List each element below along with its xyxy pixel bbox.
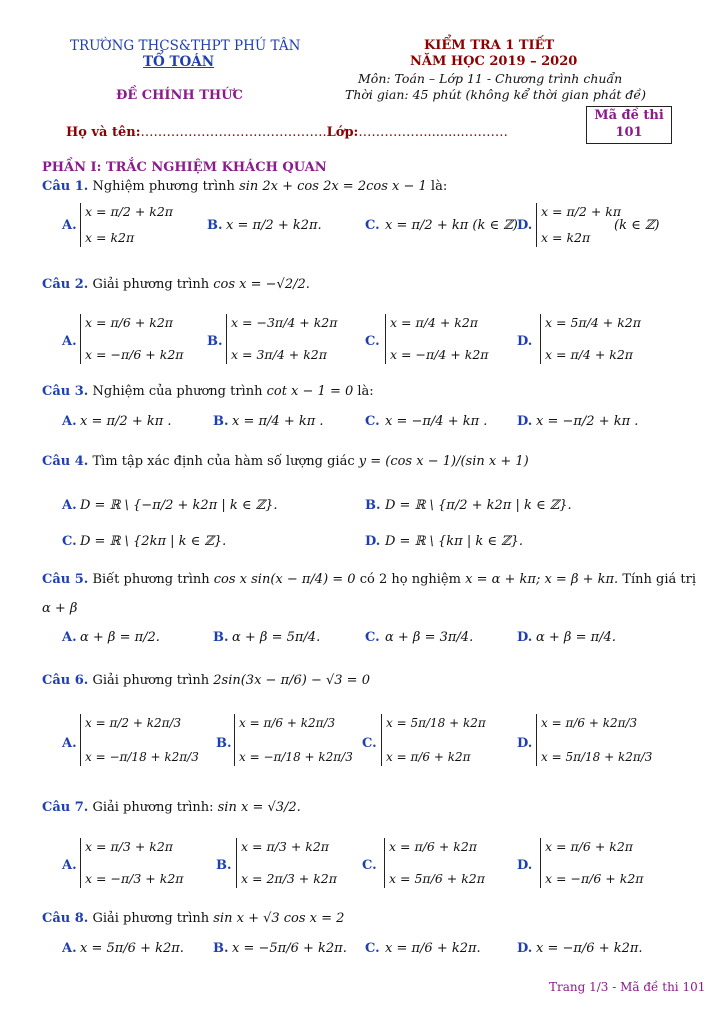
q2-b-line-2: x = 3π/4 + k2π [231, 347, 327, 362]
q3-option-a[interactable]: x = π/2 + kπ . [80, 414, 172, 429]
question-2 [42, 277, 310, 292]
q8-option-c-letter[interactable]: C. [365, 941, 380, 956]
q1-d-line-2: x = k2π [541, 230, 591, 245]
q2-option-c[interactable] [385, 314, 489, 364]
q6-b-line-2: x = −π/18 + k2π/3 [239, 750, 353, 764]
q1-a-line-2: x = k2π [85, 230, 135, 245]
q1-option-b-letter[interactable]: B. [207, 218, 223, 233]
question-2-label: Câu 2. [42, 277, 89, 292]
q2-option-b-letter[interactable]: B. [207, 334, 223, 349]
q7-option-c-letter[interactable]: C. [362, 858, 377, 873]
q5-option-c-letter[interactable]: C. [365, 630, 380, 645]
q8-option-b[interactable]: x = −5π/6 + k2π. [232, 941, 347, 956]
question-5 [42, 572, 696, 587]
q3-option-c-letter[interactable]: C. [365, 414, 380, 429]
q8-option-c[interactable]: x = π/6 + k2π. [385, 941, 481, 956]
question-5-expr: cos x sin(x − π/4) = 0 [213, 572, 356, 587]
question-8-label: Câu 8. [42, 911, 89, 926]
q2-d-line-2: x = π/4 + k2π [545, 347, 634, 362]
question-4-label: Câu 4. [42, 454, 89, 469]
q8-option-a-letter[interactable]: A. [62, 941, 77, 956]
q6-option-c-letter[interactable]: C. [362, 736, 377, 751]
school-year: NĂM HỌC 2019 – 2020 [410, 54, 578, 69]
q1-option-d[interactable] [536, 203, 621, 247]
question-6 [42, 673, 370, 688]
question-8-expr: sin x + √3 cos x = 2 [213, 911, 345, 926]
q6-a-line-1: x = π/2 + k2π/3 [85, 716, 182, 730]
question-4-expr: y = (cos x − 1)/(sin x + 1) [358, 454, 529, 469]
question-5-tail2: Tính giá trị [622, 572, 696, 587]
question-2-expr: cos x = −√2/2. [213, 277, 310, 292]
q2-option-d[interactable] [540, 314, 641, 364]
q3-option-b-letter[interactable]: B. [213, 414, 229, 429]
q7-option-a[interactable] [80, 838, 184, 888]
q1-option-c[interactable]: x = π/2 + kπ (k ∈ ℤ) [385, 218, 518, 233]
question-7-text: Giải phương trình: [92, 800, 214, 815]
time-line: Thời gian: 45 phút (không kể thời gian phát đề) [345, 87, 646, 102]
q5-option-d-letter[interactable]: D. [517, 630, 533, 645]
exam-title: KIỂM TRA 1 TIẾT [424, 38, 555, 53]
class-label: Lớp: [326, 125, 359, 140]
q1-option-d-letter[interactable]: D. [517, 218, 533, 233]
q1-a-line-1: x = π/2 + k2π [85, 204, 174, 219]
q6-option-a-letter[interactable]: A. [62, 736, 77, 751]
q6-option-b[interactable] [234, 714, 353, 766]
q7-d-line-1: x = π/6 + k2π [545, 839, 634, 854]
q7-b-line-2: x = 2π/3 + k2π [241, 871, 337, 886]
class-field[interactable]: ……………...........……… [358, 125, 508, 140]
q6-option-a[interactable] [80, 714, 199, 766]
q7-option-c[interactable] [384, 838, 485, 888]
question-3-text: Nghiệm của phương trình [92, 384, 263, 399]
q1-option-c-letter[interactable]: C. [365, 218, 380, 233]
q5-option-d[interactable]: α + β = π/4. [536, 630, 616, 645]
exam-code-box [586, 106, 672, 144]
q8-option-d-letter[interactable]: D. [517, 941, 533, 956]
q2-c-line-1: x = π/4 + k2π [390, 315, 479, 330]
q7-a-line-1: x = π/3 + k2π [85, 839, 174, 854]
question-1-label: Câu 1. [42, 179, 89, 194]
q6-option-d[interactable] [536, 714, 652, 766]
q5-option-c[interactable]: α + β = 3π/4. [385, 630, 474, 645]
question-5-tail: có 2 họ nghiệm [359, 572, 461, 587]
q4-option-c[interactable]: D = ℝ \ {2kπ | k ∈ ℤ}. [80, 534, 227, 549]
q4-option-d-letter[interactable]: D. [365, 534, 381, 549]
question-8-text: Giải phương trình [92, 911, 210, 926]
q5-option-b-letter[interactable]: B. [213, 630, 229, 645]
question-1-text: Nghiệm phương trình [92, 179, 235, 194]
question-3 [42, 384, 374, 399]
q4-option-a[interactable]: D = ℝ \ {−π/2 + k2π | k ∈ ℤ}. [80, 498, 278, 513]
q7-option-b-letter[interactable]: B. [216, 858, 232, 873]
exam-code-label: Mã đề thi [594, 108, 664, 123]
q3-option-d-letter[interactable]: D. [517, 414, 533, 429]
question-2-text: Giải phương trình [92, 277, 210, 292]
q2-a-line-2: x = −π/6 + k2π [85, 347, 184, 362]
school-name: TRƯỜNG THCS&THPT PHÚ TÂN [70, 38, 301, 54]
q2-c-line-2: x = −π/4 + k2π [390, 347, 489, 362]
q5-option-b[interactable]: α + β = 5π/4. [232, 630, 321, 645]
q7-c-line-1: x = π/6 + k2π [389, 839, 478, 854]
exam-code-value: 101 [615, 125, 643, 140]
q7-b-line-1: x = π/3 + k2π [241, 839, 330, 854]
question-7-expr: sin x = √3/2. [217, 800, 301, 815]
q2-option-c-letter[interactable]: C. [365, 334, 380, 349]
q1-option-d-tail: (k ∈ ℤ) [614, 218, 660, 233]
question-3-expr: cot x − 1 = 0 [266, 384, 354, 399]
q6-d-line-1: x = π/6 + k2π/3 [541, 716, 638, 730]
official-label: ĐỀ CHÍNH THỨC [116, 88, 243, 103]
q5-option-a[interactable]: α + β = π/2. [80, 630, 160, 645]
page-footer: Trang 1/3 - Mã đề thi 101 [549, 980, 706, 994]
department: TỔ TOÁN [143, 54, 215, 70]
question-6-expr: 2sin(3x − π/6) − √3 = 0 [213, 673, 370, 688]
q3-option-a-letter[interactable]: A. [62, 414, 77, 429]
student-name-label: Họ và tên: [66, 125, 141, 140]
q7-option-d-letter[interactable]: D. [517, 858, 533, 873]
question-1-expr: sin 2x + cos 2x = 2cos x − 1 [239, 179, 427, 194]
question-8 [42, 911, 344, 926]
q6-b-line-1: x = π/6 + k2π/3 [239, 716, 336, 730]
q4-option-b-letter[interactable]: B. [365, 498, 381, 513]
q4-option-b[interactable]: D = ℝ \ {π/2 + k2π | k ∈ ℤ}. [385, 498, 572, 513]
q6-option-b-letter[interactable]: B. [216, 736, 232, 751]
q2-d-line-1: x = 5π/4 + k2π [545, 315, 641, 330]
q3-option-b[interactable]: x = π/4 + kπ . [232, 414, 324, 429]
q2-option-d-letter[interactable]: D. [517, 334, 533, 349]
q3-option-d[interactable]: x = −π/2 + kπ . [536, 414, 639, 429]
q4-option-a-letter[interactable]: A. [62, 498, 77, 513]
q5-option-a-letter[interactable]: A. [62, 630, 77, 645]
q1-option-a-letter[interactable]: A. [62, 218, 77, 233]
q8-option-a[interactable]: x = 5π/6 + k2π. [80, 941, 184, 956]
question-1 [42, 179, 447, 194]
question-6-text: Giải phương trình [92, 673, 210, 688]
question-5-expr2: x = α + kπ; x = β + kπ. [465, 572, 619, 587]
q3-option-c[interactable]: x = −π/4 + kπ . [385, 414, 488, 429]
q4-option-c-letter[interactable]: C. [62, 534, 77, 549]
q6-c-line-1: x = 5π/18 + k2π [386, 716, 486, 730]
q1-option-b[interactable]: x = π/2 + k2π. [226, 218, 322, 233]
q8-option-d[interactable]: x = −π/6 + k2π. [536, 941, 643, 956]
q7-option-b[interactable] [236, 838, 337, 888]
question-3-label: Câu 3. [42, 384, 89, 399]
q7-a-line-2: x = −π/3 + k2π [85, 871, 184, 886]
q6-option-c[interactable] [381, 714, 486, 766]
q6-d-line-2: x = 5π/18 + k2π/3 [541, 750, 653, 764]
q2-option-a-letter[interactable]: A. [62, 334, 77, 349]
q7-option-a-letter[interactable]: A. [62, 858, 77, 873]
q7-option-d[interactable] [540, 838, 644, 888]
question-4 [42, 454, 529, 469]
question-3-tail: là: [357, 384, 374, 399]
q8-option-b-letter[interactable]: B. [213, 941, 229, 956]
question-5-label: Câu 5. [42, 572, 89, 587]
question-5-text: Biết phương trình [92, 572, 210, 587]
student-name-row [66, 125, 508, 140]
subject-line: Môn: Toán – Lớp 11 - Chương trình chuẩn [358, 71, 623, 86]
student-name-field[interactable]: ……………………………………. [140, 125, 327, 140]
q7-d-line-2: x = −π/6 + k2π [545, 871, 644, 886]
question-7 [42, 800, 301, 815]
q1-d-line-1: x = π/2 + kπ [541, 204, 622, 219]
q6-a-line-2: x = −π/18 + k2π/3 [85, 750, 199, 764]
q6-c-line-2: x = π/6 + k2π [386, 750, 471, 764]
q4-option-d[interactable]: D = ℝ \ {kπ | k ∈ ℤ}. [385, 534, 524, 549]
question-6-label: Câu 6. [42, 673, 89, 688]
q7-c-line-2: x = 5π/6 + k2π [389, 871, 485, 886]
question-7-label: Câu 7. [42, 800, 89, 815]
q1-option-a[interactable] [80, 203, 173, 247]
question-1-tail: là: [430, 179, 448, 194]
q2-b-line-1: x = −3π/4 + k2π [231, 315, 338, 330]
q6-option-d-letter[interactable]: D. [517, 736, 533, 751]
q2-option-a[interactable] [80, 314, 184, 364]
question-4-text: Tìm tập xác định của hàm số lượng giác [92, 454, 355, 469]
q2-a-line-1: x = π/6 + k2π [85, 315, 174, 330]
section-title: PHẦN I: TRẮC NGHIỆM KHÁCH QUAN [42, 160, 327, 175]
question-5-line2: α + β [42, 601, 78, 616]
q2-option-b[interactable] [226, 314, 337, 364]
